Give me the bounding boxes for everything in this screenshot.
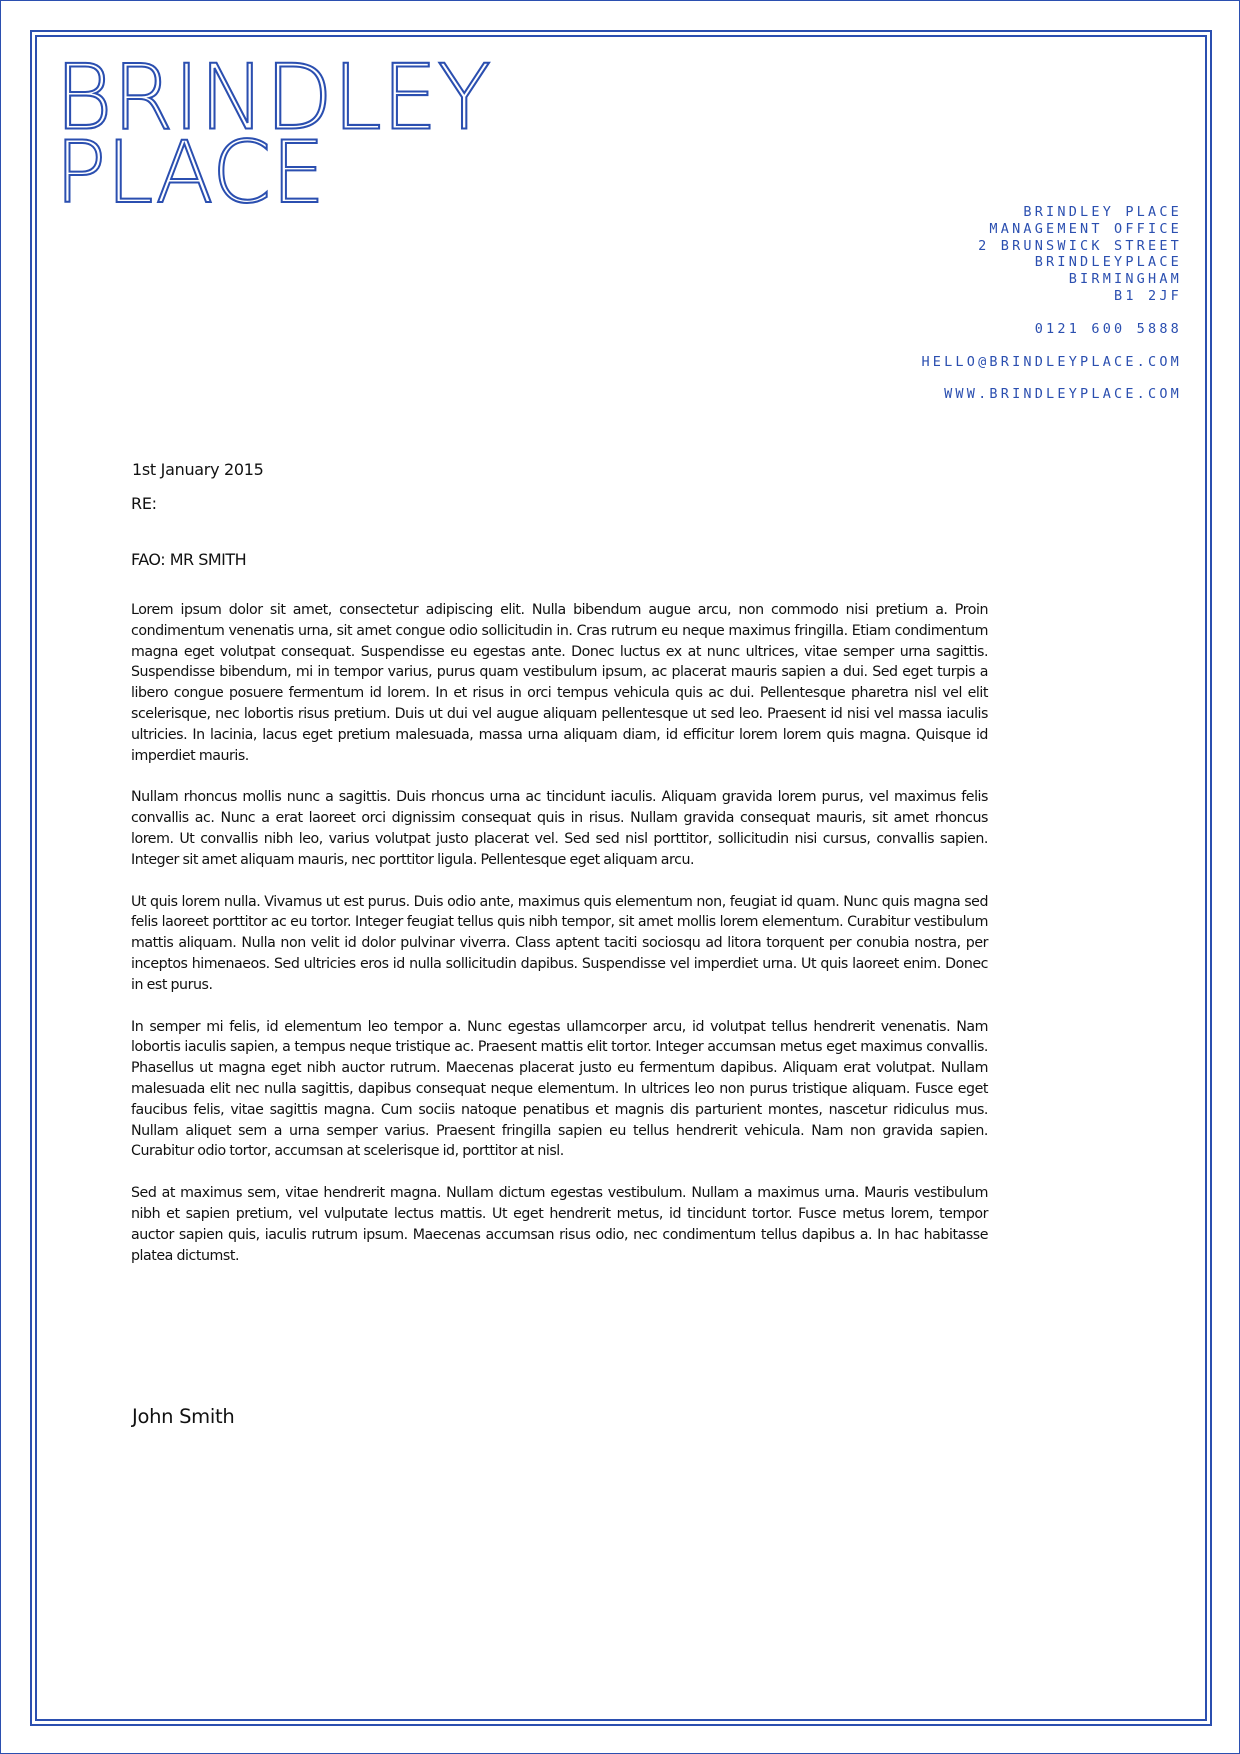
email-address[interactable]: HELLO@BRINDLEYPLACE.COM <box>921 353 1182 370</box>
body-paragraph-2: Nullam rhoncus mollis nunc a sagittis. Duis rhoncus urna ac tincidunt iaculis. Aliquam gravida lorem purus, vel maximus felis convallis ac. Nunc a erat laoreet orci dignissim consequat quis in risus. Nullam gravida consequat mauris, sit amet rhoncus lorem. Ut convallis nibh leo, varius volutpat justo placerat vel. Sed sed nisl porttitor, sollicitudin nisi cursus, convallis sapien. Integer sit amet aliquam mauris, nec porttitor ligula. Pellentesque eget aliquam arcu. <box>131 789 988 868</box>
address-line-1: BRINDLEY PLACE <box>1023 204 1182 220</box>
address-line-5: BIRMINGHAM <box>1068 271 1182 288</box>
address-postcode: B1 2JF <box>1114 287 1182 304</box>
phone-number: 0121 600 5888 <box>1034 320 1182 337</box>
logo-line-2: PLACE <box>55 123 325 211</box>
address-line-2: MANAGEMENT OFFICE <box>989 220 1182 237</box>
office-address <box>822 204 1182 403</box>
body-paragraph-4: In semper mi felis, id elementum leo tempor a. Nunc egestas ullamcorper arcu, id volutpat tellus hendrerit venenatis. Nam lobortis iaculis sapien, a tempus neque tristique ac. Praesent mattis elit tortor. Integer accumsan metus eget maximus convallis. Phasellus ut magna eget nibh auctor rutrum. Maecenas placerat justo eu fermentum dapibus. Aliquam erat volutpat. Nullam malesuada elit nec nulla sagittis, dapibus consequat neque elementum. In ultrices leo non purus tristique aliquam. Fusce eget faucibus felis, vitae sagittis magna. Cum sociis natoque penatibus et magnis dis parturient montes, nascetur ridiculus mus. Nullam aliquet sem a urna semper varius. Praesent fringilla sapien eu tellus hendrerit vehicula. Nam non gravida sapien. Curabitur odio tortor, accumsan at scelerisque id, porttitor at nisl. <box>131 1018 988 1160</box>
body-paragraph-1: Lorem ipsum dolor sit amet, consectetur adipiscing elit. Nulla bibendum augue arcu, non commodo nisi pretium a. Proin condimentum venenatis urna, sit amet congue odio sollicitudin in. Cras rutrum eu neque maximus fringilla. Etiam condimentum magna eget volutpat consequat. Suspendisse eu egestas ante. Donec luctus ex at nunc ultrices, vitae semper urna sagittis. Suspendisse bibendum, mi in tempor varius, purus quam vestibulum ipsum, ac placerat mauris sapien a dui. Sed eget turpis a libero congue posuere fermentum id lorem. In et risus in orci tempus vehicula quis ac dui. Pellentesque pharetra nisl vel elit scelerisque, nec lobortis risus pretium. Duis ut dui vel augue aliquam pellentesque ut sed leo. Praesent id nisi vel massa iaculis ultricies. In lacinia, lacus eget pretium malesuada, massa urna aliquam diam, id efficitur lorem lorem quis magna. Quisque id imperdiet mauris. <box>131 602 988 764</box>
letter-body <box>131 600 988 1287</box>
letter-re: RE: <box>131 494 157 513</box>
address-line-3: 2 BRUNSWICK STREET <box>978 237 1182 254</box>
letter-date: 1st January 2015 <box>132 460 264 479</box>
brindley-place-logo <box>55 51 495 211</box>
body-paragraph-5: Sed at maximus sem, vitae hendrerit magna. Nullam dictum egestas vestibulum. Nullam a maximus urna. Mauris vestibulum nibh et sapien pretium, vel vulputate lectus mattis. Ut eget hendrerit metus, id tincidunt tortor. Fusce metus lorem, tempor auctor sapien quis, iaculis rutrum ipsum. Maecenas accumsan risus odio, nec condimentum tellus dapibus a. In hac habitasse platea dictumst. <box>131 1185 988 1264</box>
logo-line-1: BRINDLEY <box>55 51 492 151</box>
address-line-4: BRINDLEYPLACE <box>1034 254 1182 271</box>
signature-name: John Smith <box>132 1405 235 1428</box>
letter-fao: FAO: MR SMITH <box>131 550 247 569</box>
body-paragraph-3: Ut quis lorem nulla. Vivamus ut est purus. Duis odio ante, maximus quis elementum non, feugiat id quam. Nunc quis magna sed felis laoreet porttitor ac eu tortor. Integer feugiat tellus quis nibh tempor, sit amet mollis lorem elementum. Curabitur vestibulum mattis aliquam. Nulla non velit id dolor pulvinar viverra. Class aptent taciti sociosqu ad litora torquent per conubia nostra, per inceptos himenaeos. Sed ultricies eros id nulla sollicitudin dapibus. Suspendisse vel imperdiet urna. Ut quis laoreet enim. Donec in est purus. <box>131 893 988 993</box>
website-url[interactable]: WWW.BRINDLEYPLACE.COM <box>944 386 1182 403</box>
